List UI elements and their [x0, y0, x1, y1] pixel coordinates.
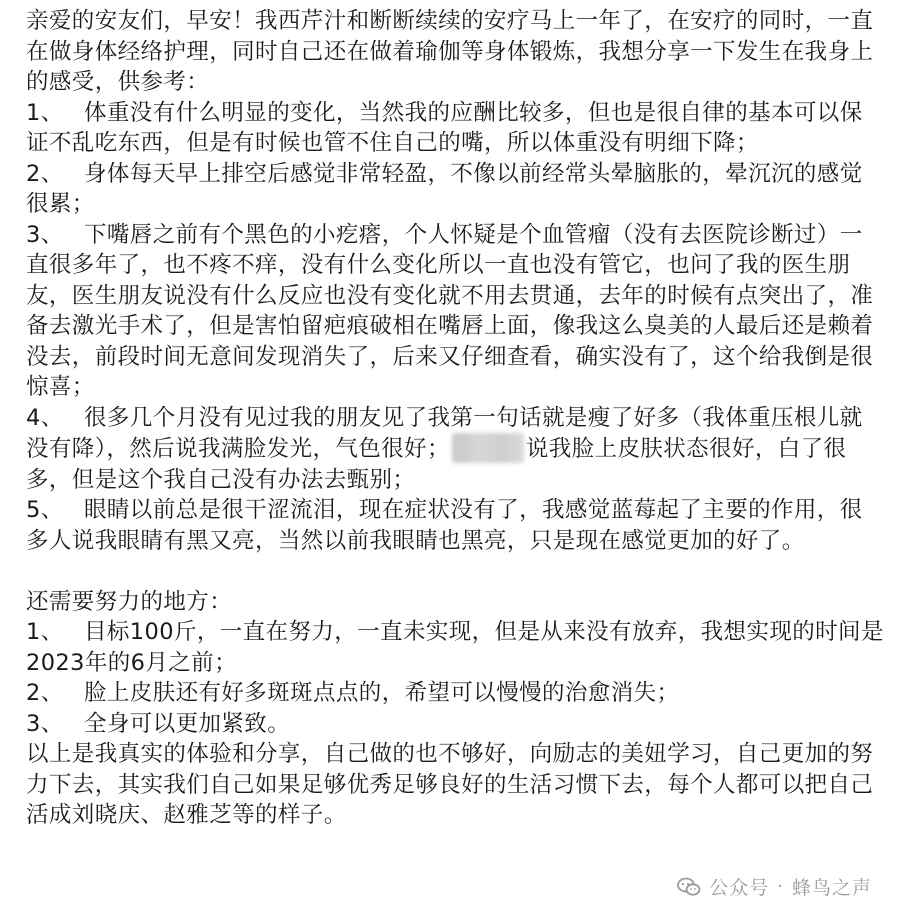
item-text: 目标100斤，一直在努力，一直未实现，但是从来没有放弃，我想实现的时间是2023年的6月之前；: [26, 619, 884, 676]
item-text: 全身可以更加紧致。: [84, 710, 291, 737]
list-item: [26, 678, 884, 709]
item-number: 2、: [26, 160, 64, 187]
item-number: 4、: [26, 404, 64, 431]
item-number: 2、: [26, 680, 64, 706]
list-item: [26, 709, 884, 740]
closing-paragraph: 以上是我真实的体验和分享，自己做的也不够好，向励志的美妞学习，自己更加的努力下去，其实我们自己如果足够优秀足够良好的生活习惯下去，每个人都可以把自己活成刘晓庆、赵雅芝等的样子。: [26, 741, 874, 828]
intro-paragraph: 亲爱的安友们，早安！我西芹汁和断断续续的安疗马上一年了，在安疗的同时，一直在做身体经络护理，同时自己还在做着瑜伽等身体锻炼，我想分享一下发生在我身上的感受，供参考：: [26, 8, 874, 95]
watermark: [677, 873, 872, 900]
blurred-redaction: [452, 433, 524, 463]
watermark-label: 公众号: [709, 877, 770, 899]
item-text: 脸上皮肤还有好多斑斑点点的，希望可以慢慢的治愈消失；: [84, 680, 680, 706]
item-text: 下嘴唇之前有个黑色的小疙瘩，个人怀疑是个血管瘤（没有去医院诊断过）一直很多年了，也不疼不痒，没有什么变化所以一直也没有管它，也问了我的医生朋友，医生朋友说没有什么反应也没有变化就不用去贯通，去年的时候有点突出了，准备去激光手术了，但是害怕留疤痕破相在嘴唇上面，像我这么臭美的人最后还是赖着没去，前段时间无意间发现消失了，后来又仔细查看，确实没有了，这个给我倒是很惊喜；: [26, 221, 874, 400]
list-item: [26, 98, 884, 159]
wechat-icon: [677, 877, 701, 897]
item-text-before: 很多几个月没有见过我的朋友见了我第一句话就是瘦了好多（我体重压根儿就没有降），然后说我满脸发光，气色很好；: [26, 404, 863, 462]
blank-line: [26, 556, 884, 587]
section-title: 还需要努力的地方：: [26, 588, 233, 615]
list-item: [26, 495, 884, 556]
list-item: [26, 220, 884, 403]
item-number: 1、: [26, 99, 64, 126]
item-number: 3、: [26, 710, 64, 737]
watermark-account: 蜂鸟之声: [791, 877, 872, 899]
item-text: 体重没有什么明显的变化，当然我的应酬比较多，但也是很自律的基本可以保证不乱吃东西，但是有时候也管不住自己的嘴，所以体重没有明细下降；: [26, 99, 863, 156]
item-text-after: 说我脸上皮肤状态很好，白了很多，但是这个我自己没有办法去甄别；: [26, 436, 847, 493]
item-text: 身体每天早上排空后感觉非常轻盈，不像以前经常头晕脑胀的，晕沉沉的感觉很累；: [26, 160, 863, 217]
list-item: [26, 617, 884, 678]
item-number: 5、: [26, 497, 64, 523]
item-number: 3、: [26, 221, 64, 248]
item-text: 眼睛以前总是很干涩流泪，现在症状没有了，我感觉蓝莓起了主要的作用，很多人说我眼睛有黑又亮，当然以前我眼睛也黑亮，只是现在感觉更加的好了。: [26, 497, 863, 554]
item-number: 1、: [26, 619, 64, 645]
watermark-separator: ·: [777, 876, 784, 897]
list-item: [26, 159, 884, 220]
list-item: [26, 403, 884, 496]
